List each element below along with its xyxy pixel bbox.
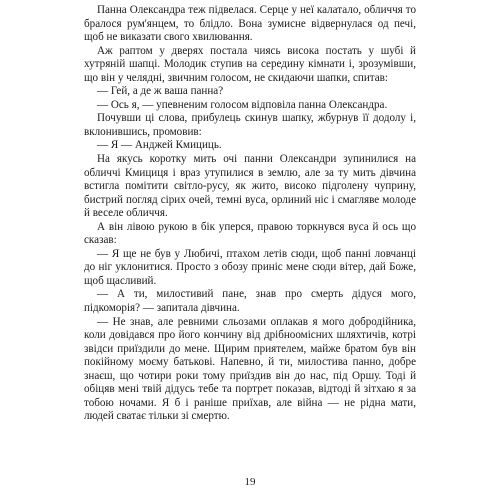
page-number: 19 — [244, 476, 256, 488]
dialogue-line: — Не знав, але ревними сльозами оплакав я мого добродійника, коли довідався про його кончину від дрібноомісних шляхтичів, котрі звідси приїздили до мене. Щирим приятелем, майже братом був він покійному моєму батькові. Напевно, й ти, милостива панно, добре знаєш, що чотири роки тому приїздив він до нас, під Оршу. Тоді й обіцяв мені твій дідусь тебе та портрет показав, відтоді й зітхаю я за тобою ночами. Я б і раніше приїхав, але війна — не рідна мати, людей сватає тільки зі смертю. — [84, 315, 416, 423]
paragraph: А він лівою рукою в бік уперся, правою торкнувся вуса й ось що сказав: — [84, 220, 416, 247]
dialogue-line: — А ти, милостивий пане, знав про смерть дідуся мого, підкоморія? — запитала дівчина. — [84, 288, 416, 315]
paragraph: Панна Олександра теж підвелася. Серце у неї калатало, обличчя то бралося рум'янцем, то блідло. Вона зумисне відвернулася од печі, щоб не виказати свого хвилювання. — [84, 4, 416, 44]
body-text — [84, 4, 416, 424]
paragraph: На якусь коротку мить очі панни Олександри зупинилися на обличчі Кмициця і враз утупилися в землю, але за ту мить дівчина встигла помітити світло-русу, як жито, високо підголену чуприну, бистрий погляд сірих очей, темні вуса, орлиний ніс і смагляве молоде й веселе обличчя. — [84, 153, 416, 220]
paragraph: Почувши ці слова, прибулець скинув шапку, жбурнув її додолу і, вклонившись, промовив: — [84, 112, 416, 138]
dialogue-line: — Гей, а де ж ваша панна? — [97, 85, 224, 98]
paragraph: Аж раптом у дверях постала чиясь висока постать у шубі й хутряній шапці. Молодик ступив на середину кімнати і, зрозумівши, що він у челядні, звичним голосом, не скидаючи шапки, спитав: — [84, 44, 416, 84]
book-page — [84, 4, 416, 496]
dialogue-line: — Я ще не був у Любичі, птахом летів сюди, щоб панні ловчанці до ніг уклонитися. Просто з обозу приніс мене сюди вітер, дай Боже, щоб щасливий. — [84, 247, 416, 287]
dialogue-line: — Ось я, — упевненим голосом відповіла панна Олександра. — [97, 98, 388, 111]
dialogue-line: — Я — Анджей Кмициць. — [97, 139, 222, 152]
